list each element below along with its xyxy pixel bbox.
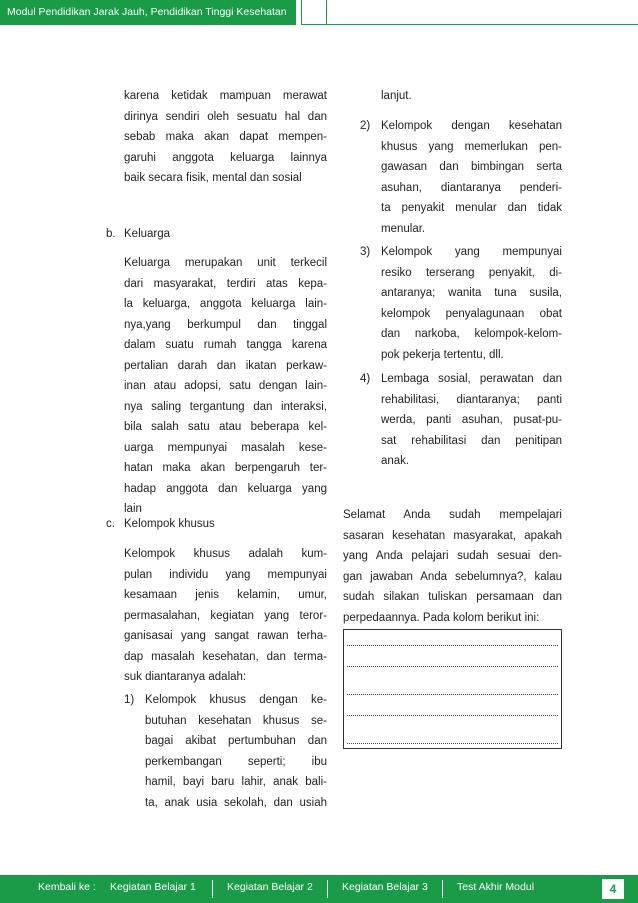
nav-link-test-akhir-modul[interactable]: Test Akhir Modul — [457, 881, 535, 893]
text-line: menular. — [381, 222, 426, 235]
text-line: pertalian darah dan ikatan perkaw- — [124, 359, 327, 372]
text-line: yang Anda pelajari sudah sesuai den- — [343, 550, 562, 562]
nav-link-kegiatan-belajar-2[interactable]: Kegiatan Belajar 2 — [227, 881, 313, 893]
text-line: kesamaan jenis kelamin, umur, — [124, 589, 327, 601]
closing-paragraph — [343, 505, 562, 628]
item-4-marker: 4) — [360, 373, 371, 385]
section-b-paragraph — [124, 253, 327, 520]
text-line: khusus yang memerlukan pen- — [381, 140, 562, 153]
text-line: lain — [124, 503, 142, 515]
text-line: pulan individu yang mempunyai — [124, 568, 327, 581]
text-line: Kelompok khusus dengan ke- — [145, 694, 327, 706]
text-line: dan narkoba, kelompok-kelom- — [381, 328, 562, 340]
item-4-paragraph — [381, 369, 562, 472]
text-line: werda, panti asuhan, pusat-pu- — [381, 414, 562, 426]
header-rule — [327, 24, 638, 25]
text-line: dalam suatu rumah tangga karena — [124, 339, 327, 351]
header-box — [301, 0, 327, 25]
text-line: gawasan dan bimbingan serta — [381, 161, 562, 173]
text-line: dap masalah kesehatan, dan terma- — [124, 650, 327, 663]
text-line: uarga mempunyai masalah kese- — [124, 441, 327, 454]
back-label: Kembali ke : — [38, 881, 96, 893]
text-line: gan jawaban Anda sebelumnya?, kalau — [343, 570, 562, 583]
text-line: suk diantaranya adalah: — [124, 671, 247, 683]
text-line: perpedaannya. Pada kolom berikut ini: — [343, 611, 540, 624]
text-line: bila salah satu atau beberapa kel- — [124, 421, 327, 433]
text-line: Lembaga sosial, perawatan dan — [381, 373, 562, 385]
text-line: ganisasai yang sangat rawan terha- — [124, 630, 327, 642]
section-c-paragraph — [124, 544, 327, 688]
section-c-title: Kelompok khusus — [124, 518, 215, 530]
text-line: butuhan kesehatan khusus se- — [145, 714, 327, 727]
text-line: rehabilitasi, diantaranya; panti — [381, 393, 562, 406]
text-line: karena ketidak mampuan merawat — [124, 90, 327, 102]
module-title-bar — [0, 0, 296, 25]
text-line: kelompok penyalagunaan obat — [381, 307, 562, 320]
item-1-paragraph — [145, 690, 327, 813]
text-line: asuhan, diantaranya penderi- — [381, 181, 562, 194]
item-3-paragraph — [381, 242, 562, 365]
text-line: Selamat Anda sudah mempelajari — [343, 509, 562, 521]
text-line: sudah silakan tuliskan persamaan dan — [343, 591, 562, 603]
answer-line — [347, 743, 558, 744]
text-line: anak. — [381, 455, 410, 467]
text-line: perkembangan seperti; ibu — [145, 755, 327, 768]
footer-divider — [442, 880, 443, 898]
footer-nav — [0, 875, 638, 903]
item-3-marker: 3) — [360, 246, 371, 258]
item-2-paragraph — [381, 116, 562, 239]
text-line: Kelompok dengan kesehatan — [381, 120, 562, 132]
section-b-title: Keluarga — [124, 228, 171, 240]
section-b-marker: b. — [106, 228, 116, 240]
text-line: la keluarga, anggota keluarga lain- — [124, 298, 327, 310]
footer-divider — [212, 880, 213, 898]
text-line: antaranya; wanita tuna susila, — [381, 287, 562, 299]
footer-divider — [327, 880, 328, 898]
text-line: hamil, bayi baru lahir, anak bali- — [145, 776, 327, 788]
intro-paragraph — [124, 86, 327, 189]
answer-line — [347, 694, 558, 695]
text-line: sat rehabilitasi dan penitipan — [381, 434, 562, 447]
nav-link-kegiatan-belajar-1[interactable]: Kegiatan Belajar 1 — [110, 881, 196, 893]
answer-line — [347, 666, 558, 667]
text-line: ta penyakit menular dan tidak — [381, 202, 562, 214]
section-c-marker: c. — [106, 518, 115, 530]
text-line: hadap anggota dan keluarga yang — [124, 482, 327, 495]
text-line: dari masyarakat, terdiri atas kepa- — [124, 277, 327, 290]
item-2-marker: 2) — [360, 120, 371, 132]
text-line: nya saling tergantung dan interaksi, — [124, 400, 327, 413]
answer-box[interactable] — [343, 629, 562, 749]
page-number: 4 — [602, 879, 624, 899]
item-1-continuation: lanjut. — [381, 90, 412, 102]
text-line: Kelompok yang mempunyai — [381, 246, 562, 258]
text-line: bagai akibat pertumbuhan dan — [145, 735, 327, 747]
text-line: inan atau adopsi, satu dengan lain- — [124, 380, 327, 392]
text-line: garuhi anggota keluarga lainnya — [124, 151, 327, 164]
text-line: baik secara fisik, mental dan sosial — [124, 172, 302, 184]
item-1-marker: 1) — [124, 694, 135, 706]
module-title: Modul Pendidikan Jarak Jauh, Pendidikan Tinggi Kesehatan — [7, 6, 287, 18]
text-line: dirinya sendiri oleh sesuatu hal dan — [124, 110, 327, 123]
text-line: Kelompok khusus adalah kum- — [124, 548, 327, 560]
text-line: pok pekerja tertentu, dll. — [381, 348, 504, 361]
text-line: nya,yang berkumpul dan tinggal — [124, 318, 327, 331]
text-line: Keluarga merupakan unit terkecil — [124, 257, 327, 269]
answer-line — [347, 645, 558, 646]
text-line: hatan maka akan berpengaruh ter- — [124, 462, 327, 474]
nav-link-kegiatan-belajar-3[interactable]: Kegiatan Belajar 3 — [342, 881, 428, 893]
answer-line — [347, 715, 558, 716]
text-line: permasalahan, kegiatan yang teror- — [124, 609, 327, 622]
text-line: ta, anak usia sekolah, dan usiah — [145, 796, 327, 809]
text-line: resiko terserang penyakit, di- — [381, 266, 562, 279]
text-line: sebab maka akan dapat mempen- — [124, 131, 327, 143]
text-line: sasaran kesehatan masyarakat, apakah — [343, 529, 562, 542]
